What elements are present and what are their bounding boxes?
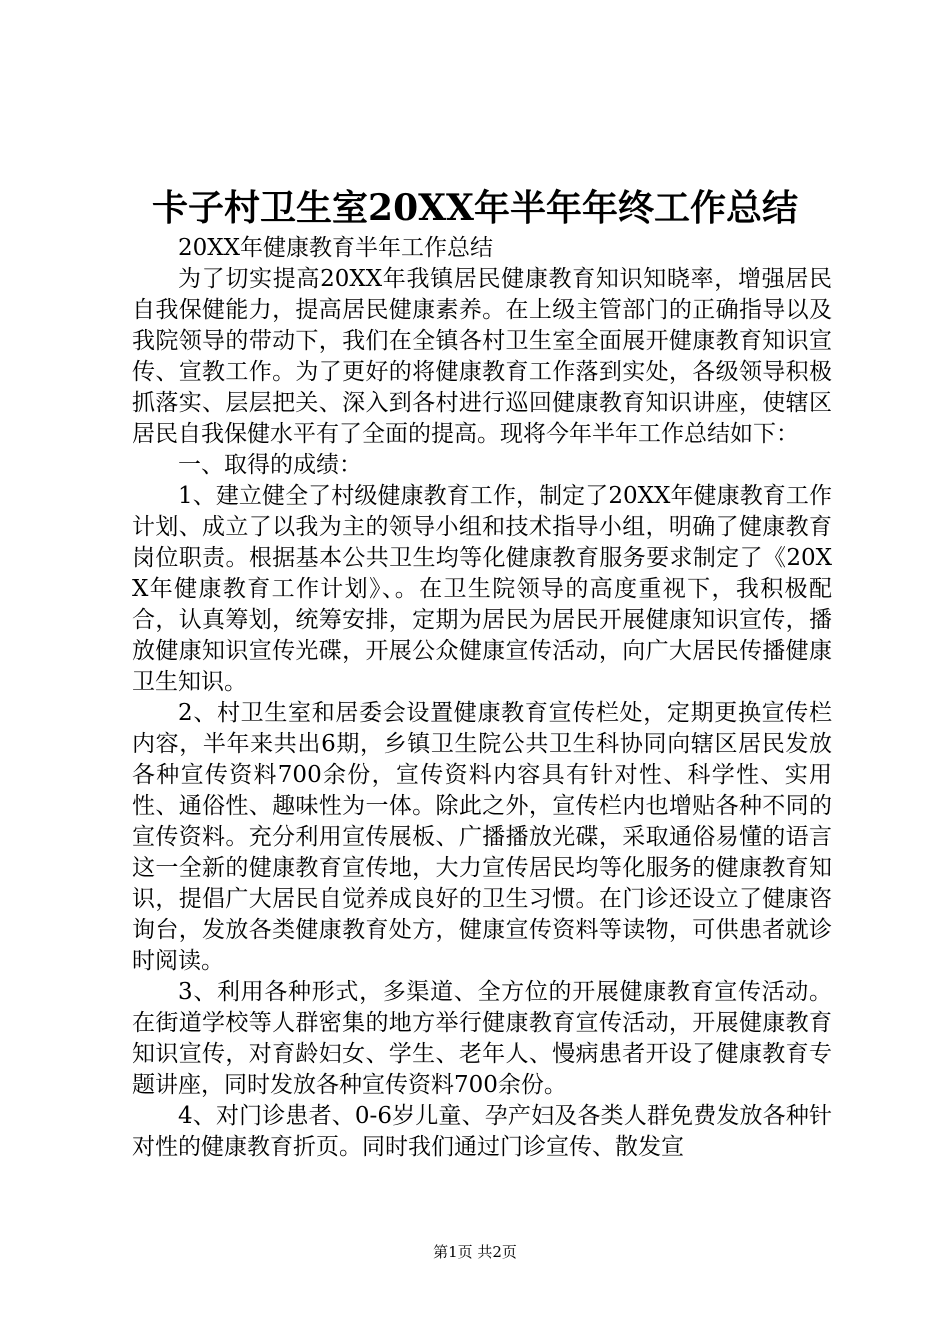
item-paragraph-1: 1、建立健全了村级健康教育工作，制定了20XX年健康教育工作计划、成立了以我为主的领导小组和技术指导小组，明确了健康教育岗位职责。根据基本公共卫生均等化健康教育服务要求制定了《20XX年健康教育工作计划》、。在卫生院领导的高度重视下，我积极配合，认真筹划，统筹安排，定期为居民为居民开展健康知识宣传，播放健康知识宣传光碟，开展公众健康宣传活动，向广大居民传播健康卫生知识。 <box>132 483 832 695</box>
item-paragraph-4: 4、对门诊患者、0-6岁儿童、孕产妇及各类人群免费发放各种针对性的健康教育折页。同时我们通过门诊宣传、散发宣 <box>132 1103 832 1160</box>
subtitle-paragraph: 20XX年健康教育半年工作总结 <box>178 235 494 261</box>
page-footer: 第1页 共2页 <box>433 1243 517 1261</box>
document-title: 卡子村卫生室20XX年半年年终工作总结 <box>152 187 798 229</box>
document-body <box>132 233 832 1163</box>
item-paragraph-3: 3、利用各种形式，多渠道、全方位的开展健康教育宣传活动。在街道学校等人群密集的地方举行健康教育宣传活动，开展健康教育知识宣传，对育龄妇女、学生、老年人、慢病患者开设了健康教育专题讲座，同时发放各种宣传资料700余份。 <box>132 979 832 1098</box>
intro-paragraph: 为了切实提高20XX年我镇居民健康教育知识知晓率，增强居民自我保健能力，提高居民健康素养。在上级主管部门的正确指导以及我院领导的带动下，我们在全镇各村卫生室全面展开健康教育知识宣传、宣教工作。为了更好的将健康教育工作落到实处，各级领导积极抓落实、层层把关、深入到各村进行巡回健康教育知识讲座，使辖区居民自我保健水平有了全面的提高。现将今年半年工作总结如下： <box>132 266 832 447</box>
item-paragraph-2: 2、村卫生室和居委会设置健康教育宣传栏处，定期更换宣传栏内容，半年来共出6期，乡镇卫生院公共卫生科协同向辖区居民发放各种宣传资料700余份，宣传资料内容具有针对性、科学性、实用性、通俗性、趣味性为一体。除此之外，宣传栏内也增贴各种不同的宣传资料。充分利用宣传展板、广播播放光碟，采取通俗易懂的语言这一全新的健康教育宣传地，大力宣传居民均等化服务的健康教育知识，提倡广大居民自觉养成良好的卫生习惯。在门诊还设立了健康咨询台，发放各类健康教育处方，健康宣传资料等读物，可供患者就诊时阅读。 <box>132 700 832 974</box>
section-heading: 一、取得的成绩： <box>178 452 362 478</box>
